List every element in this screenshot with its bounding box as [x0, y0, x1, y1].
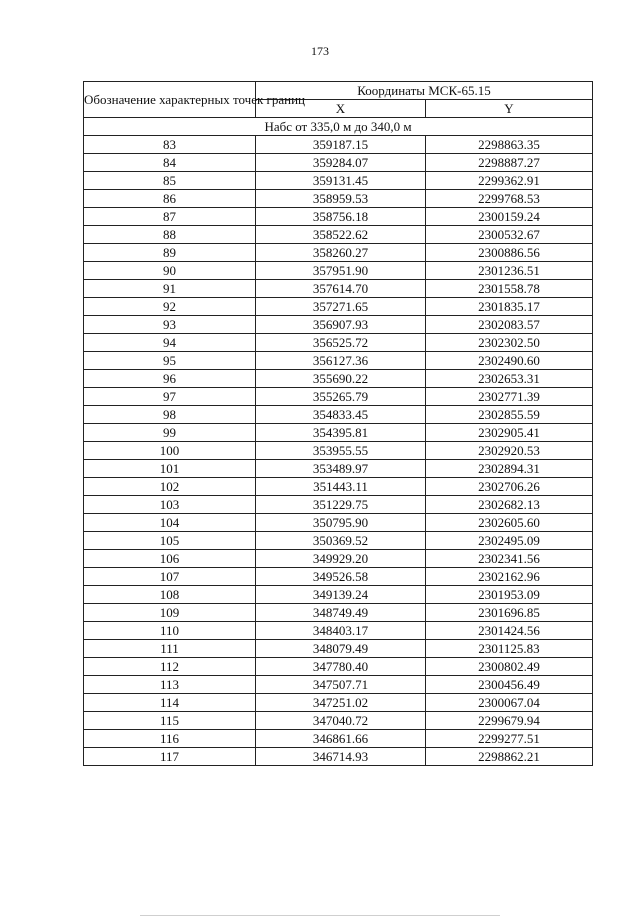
table-row: [84, 280, 593, 298]
section-row: [84, 118, 593, 136]
x-cell: 356127.36: [256, 352, 426, 370]
table-header: [84, 82, 593, 118]
table-row: [84, 406, 593, 424]
table-row: [84, 136, 593, 154]
point-cell: 96: [84, 370, 256, 388]
point-cell: 85: [84, 172, 256, 190]
table-row: [84, 190, 593, 208]
y-cell: 2299277.51: [426, 730, 593, 748]
y-column-header: Y: [426, 100, 593, 118]
y-cell: 2301696.85: [426, 604, 593, 622]
table-row: [84, 586, 593, 604]
point-cell: 92: [84, 298, 256, 316]
y-cell: 2302083.57: [426, 316, 593, 334]
x-cell: 350369.52: [256, 532, 426, 550]
x-cell: 359131.45: [256, 172, 426, 190]
y-cell: 2301953.09: [426, 586, 593, 604]
table-row: [84, 622, 593, 640]
section-title: Набс от 335,0 м до 340,0 м: [84, 118, 593, 136]
table-row: [84, 496, 593, 514]
point-cell: 115: [84, 712, 256, 730]
x-cell: 358959.53: [256, 190, 426, 208]
table-row: [84, 460, 593, 478]
table-row: [84, 676, 593, 694]
y-cell: 2302920.53: [426, 442, 593, 460]
point-cell: 102: [84, 478, 256, 496]
x-cell: 355690.22: [256, 370, 426, 388]
table-row: [84, 208, 593, 226]
x-cell: 355265.79: [256, 388, 426, 406]
y-cell: 2302605.60: [426, 514, 593, 532]
table-row: [84, 244, 593, 262]
point-cell: 88: [84, 226, 256, 244]
x-cell: 351443.11: [256, 478, 426, 496]
x-cell: 347040.72: [256, 712, 426, 730]
table-row: [84, 604, 593, 622]
table-row: [84, 712, 593, 730]
point-cell: 87: [84, 208, 256, 226]
point-cell: 84: [84, 154, 256, 172]
table-row: [84, 424, 593, 442]
table-row: [84, 298, 593, 316]
x-cell: 347507.71: [256, 676, 426, 694]
table-row: [84, 154, 593, 172]
table-row: [84, 568, 593, 586]
y-cell: 2302341.56: [426, 550, 593, 568]
x-cell: 353955.55: [256, 442, 426, 460]
x-cell: 351229.75: [256, 496, 426, 514]
point-cell: 98: [84, 406, 256, 424]
x-cell: 348403.17: [256, 622, 426, 640]
x-cell: 349929.20: [256, 550, 426, 568]
x-cell: 346714.93: [256, 748, 426, 766]
point-cell: 114: [84, 694, 256, 712]
y-cell: 2300886.56: [426, 244, 593, 262]
table-body: [84, 118, 593, 766]
table-row: [84, 658, 593, 676]
table-row: [84, 334, 593, 352]
y-cell: 2302855.59: [426, 406, 593, 424]
x-cell: 346861.66: [256, 730, 426, 748]
x-cell: 357951.90: [256, 262, 426, 280]
x-cell: 354833.45: [256, 406, 426, 424]
y-cell: 2300067.04: [426, 694, 593, 712]
table-row: [84, 442, 593, 460]
x-cell: 348749.49: [256, 604, 426, 622]
point-cell: 90: [84, 262, 256, 280]
point-cell: 111: [84, 640, 256, 658]
x-cell: 359187.15: [256, 136, 426, 154]
y-cell: 2298887.27: [426, 154, 593, 172]
point-cell: 86: [84, 190, 256, 208]
y-cell: 2302771.39: [426, 388, 593, 406]
table-row: [84, 388, 593, 406]
x-cell: 349526.58: [256, 568, 426, 586]
y-cell: 2298863.35: [426, 136, 593, 154]
point-cell: 104: [84, 514, 256, 532]
y-cell: 2302162.96: [426, 568, 593, 586]
x-column-header: X: [256, 100, 426, 118]
x-cell: 347251.02: [256, 694, 426, 712]
point-cell: 116: [84, 730, 256, 748]
point-cell: 105: [84, 532, 256, 550]
table-row: [84, 478, 593, 496]
coordinates-column-header: Координаты МСК-65.15: [256, 82, 593, 100]
table-row: [84, 262, 593, 280]
point-cell: 117: [84, 748, 256, 766]
y-cell: 2301236.51: [426, 262, 593, 280]
point-column-header: Обозначение характерных точек границ: [84, 82, 256, 118]
x-cell: 350795.90: [256, 514, 426, 532]
y-cell: 2302653.31: [426, 370, 593, 388]
table-row: [84, 730, 593, 748]
point-cell: 107: [84, 568, 256, 586]
coordinates-table: [83, 81, 593, 766]
x-cell: 358260.27: [256, 244, 426, 262]
y-cell: 2299768.53: [426, 190, 593, 208]
y-cell: 2300456.49: [426, 676, 593, 694]
point-cell: 91: [84, 280, 256, 298]
x-cell: 356525.72: [256, 334, 426, 352]
x-cell: 354395.81: [256, 424, 426, 442]
point-cell: 99: [84, 424, 256, 442]
y-cell: 2300802.49: [426, 658, 593, 676]
point-cell: 89: [84, 244, 256, 262]
y-cell: 2301424.56: [426, 622, 593, 640]
y-cell: 2302495.09: [426, 532, 593, 550]
table-row: [84, 694, 593, 712]
point-cell: 93: [84, 316, 256, 334]
table-row: [84, 532, 593, 550]
x-cell: 358756.18: [256, 208, 426, 226]
table-row: [84, 514, 593, 532]
table-row: [84, 370, 593, 388]
y-cell: 2302905.41: [426, 424, 593, 442]
point-cell: 83: [84, 136, 256, 154]
point-cell: 101: [84, 460, 256, 478]
x-cell: 347780.40: [256, 658, 426, 676]
y-cell: 2298862.21: [426, 748, 593, 766]
y-cell: 2302682.13: [426, 496, 593, 514]
point-cell: 95: [84, 352, 256, 370]
x-cell: 357271.65: [256, 298, 426, 316]
table-row: [84, 316, 593, 334]
point-cell: 106: [84, 550, 256, 568]
y-cell: 2301835.17: [426, 298, 593, 316]
bottom-rule: [140, 915, 500, 916]
y-cell: 2302490.60: [426, 352, 593, 370]
page-number: 173: [311, 44, 329, 58]
y-cell: 2301125.83: [426, 640, 593, 658]
x-cell: 353489.97: [256, 460, 426, 478]
table-row: [84, 748, 593, 766]
x-cell: 358522.62: [256, 226, 426, 244]
point-cell: 97: [84, 388, 256, 406]
y-cell: 2300532.67: [426, 226, 593, 244]
point-cell: 113: [84, 676, 256, 694]
table-row: [84, 550, 593, 568]
x-cell: 357614.70: [256, 280, 426, 298]
x-cell: 356907.93: [256, 316, 426, 334]
point-cell: 110: [84, 622, 256, 640]
y-cell: 2299362.91: [426, 172, 593, 190]
table-row: [84, 640, 593, 658]
point-cell: 109: [84, 604, 256, 622]
y-cell: 2301558.78: [426, 280, 593, 298]
y-cell: 2299679.94: [426, 712, 593, 730]
x-cell: 349139.24: [256, 586, 426, 604]
y-cell: 2302302.50: [426, 334, 593, 352]
point-cell: 108: [84, 586, 256, 604]
table-row: [84, 226, 593, 244]
point-cell: 100: [84, 442, 256, 460]
x-cell: 348079.49: [256, 640, 426, 658]
point-cell: 103: [84, 496, 256, 514]
x-cell: 359284.07: [256, 154, 426, 172]
y-cell: 2300159.24: [426, 208, 593, 226]
table-row: [84, 172, 593, 190]
point-cell: 112: [84, 658, 256, 676]
y-cell: 2302894.31: [426, 460, 593, 478]
table-row: [84, 352, 593, 370]
y-cell: 2302706.26: [426, 478, 593, 496]
point-cell: 94: [84, 334, 256, 352]
